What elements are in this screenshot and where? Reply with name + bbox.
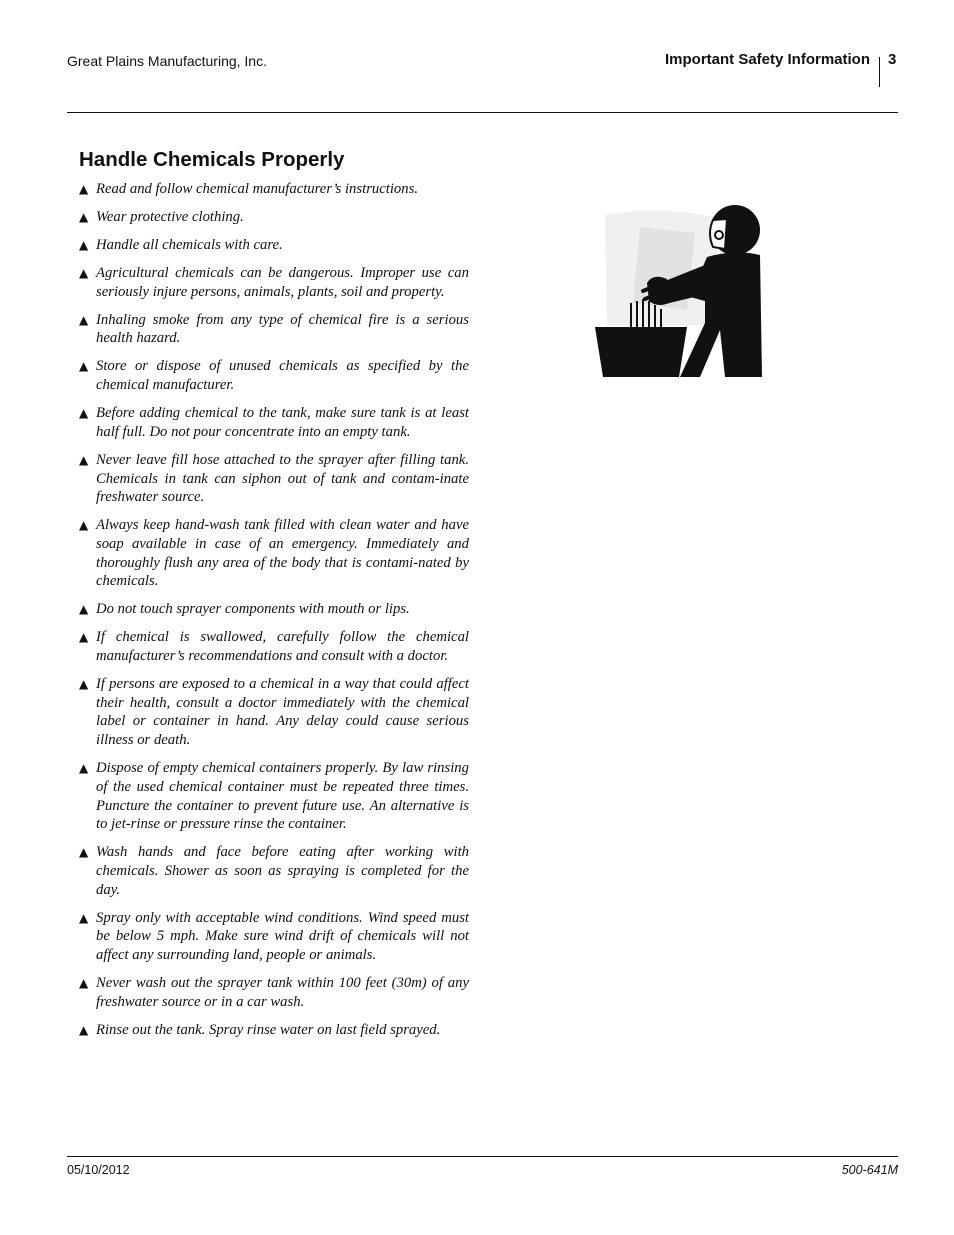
list-item-text: Dispose of empty chemical containers properly. By law rinsing of the used chemical container must be repeated three times. Puncture the container to prevent future use. An alternative is to jet-rinse or pressure rinse the container.: [96, 760, 469, 833]
list-item: [79, 600, 469, 619]
list-item: [79, 759, 469, 834]
page-number: 3: [888, 51, 897, 68]
triangle-bullet-icon: ▲: [79, 845, 89, 860]
header-section-title: Important Safety Information: [664, 51, 870, 68]
triangle-bullet-icon: ▲: [79, 761, 89, 776]
list-item: [79, 909, 469, 965]
triangle-bullet-icon: ▲: [79, 406, 89, 421]
list-item: [79, 311, 469, 348]
triangle-bullet-icon: ▲: [79, 182, 89, 196]
list-item: [79, 516, 469, 591]
list-item-text: Read and follow chemical manufacturer’s instructions.: [96, 181, 419, 197]
triangle-bullet-icon: ▲: [79, 210, 89, 224]
triangle-bullet-icon: ▲: [79, 266, 89, 280]
list-item: [79, 675, 469, 750]
triangle-bullet-icon: ▲: [79, 238, 89, 252]
list-item-text: Agricultural chemicals can be dangerous. Improper use can seriously injure persons, animals, plants, soil and property.: [96, 265, 469, 300]
list-item: [79, 628, 469, 665]
list-item-text: Never leave fill hose attached to the sprayer after filling tank. Chemicals in tank can siphon out of tank and contam-inate freshwater source.: [96, 451, 469, 506]
triangle-bullet-icon: ▲: [79, 910, 89, 925]
list-item-text: Before adding chemical to the tank, make sure tank is at least half full. Do not pour concentrate into an empty tank.: [96, 405, 469, 440]
list-item: [79, 208, 469, 227]
triangle-bullet-icon: ▲: [79, 518, 89, 533]
triangle-bullet-icon: ▲: [79, 602, 89, 617]
triangle-bullet-icon: ▲: [79, 630, 89, 645]
footer-doc-number: 500-641M: [841, 1163, 898, 1177]
list-item: [79, 180, 469, 199]
list-item: [79, 236, 469, 255]
header-rule: [67, 112, 898, 113]
list-item-text: Inhaling smoke from any type of chemical fire is a serious health hazard.: [96, 311, 469, 347]
header-divider: [879, 57, 880, 87]
safety-list: [79, 180, 469, 1049]
list-item-text: Never wash out the sprayer tank within 100 feet (30m) of any freshwater source or in a car wash.: [96, 975, 469, 1010]
list-item-text: If persons are exposed to a chemical in a way that could affect their health, consult a doctor immediately with the chemical label or container in hand. Any delay could cause serious illness or death.: [96, 676, 469, 749]
list-item: [79, 1021, 469, 1040]
triangle-bullet-icon: ▲: [79, 1022, 89, 1037]
list-item-text: Wear protective clothing.: [96, 209, 244, 225]
list-item-text: Always keep hand-wash tank filled with clean water and have soap available in case of an emergency. Immediately and thoroughly flush any area of the body that is contami-nated by chemicals.: [96, 517, 469, 590]
list-item: [79, 451, 469, 507]
list-item-text: Store or dispose of unused chemicals as specified by the chemical manufacturer.: [96, 358, 469, 394]
list-item: [79, 357, 469, 394]
footer-date: 05/10/2012: [67, 1163, 130, 1177]
list-item-text: Spray only with acceptable wind conditions. Wind speed must be below 5 mph. Make sure wind drift of chemicals will not affect any surrounding land, people or animals.: [96, 909, 469, 964]
list-item: [79, 974, 469, 1011]
list-item-text: If chemical is swallowed, carefully follow the chemical manufacturer’s recommendations and consult with a doctor.: [96, 629, 469, 665]
triangle-bullet-icon: ▲: [79, 452, 89, 467]
list-item: [79, 404, 469, 441]
list-item-text: Do not touch sprayer components with mouth or lips.: [96, 601, 410, 618]
list-item: [79, 843, 469, 899]
triangle-bullet-icon: ▲: [79, 312, 89, 327]
footer-rule: [67, 1156, 898, 1157]
list-item-text: Handle all chemicals with care.: [96, 237, 283, 253]
triangle-bullet-icon: ▲: [79, 677, 89, 692]
list-item-text: Rinse out the tank. Spray rinse water on last field sprayed.: [96, 1021, 441, 1038]
chemical-handling-illustration: [595, 205, 765, 380]
list-item-text: Wash hands and face before eating after working with chemicals. Shower as soon as spraying is completed for the day.: [96, 844, 469, 898]
list-item: [79, 264, 469, 301]
header-company: Great Plains Manufacturing, Inc.: [67, 53, 267, 69]
section-title: Handle Chemicals Properly: [79, 148, 345, 171]
triangle-bullet-icon: ▲: [79, 976, 89, 991]
triangle-bullet-icon: ▲: [79, 359, 89, 374]
